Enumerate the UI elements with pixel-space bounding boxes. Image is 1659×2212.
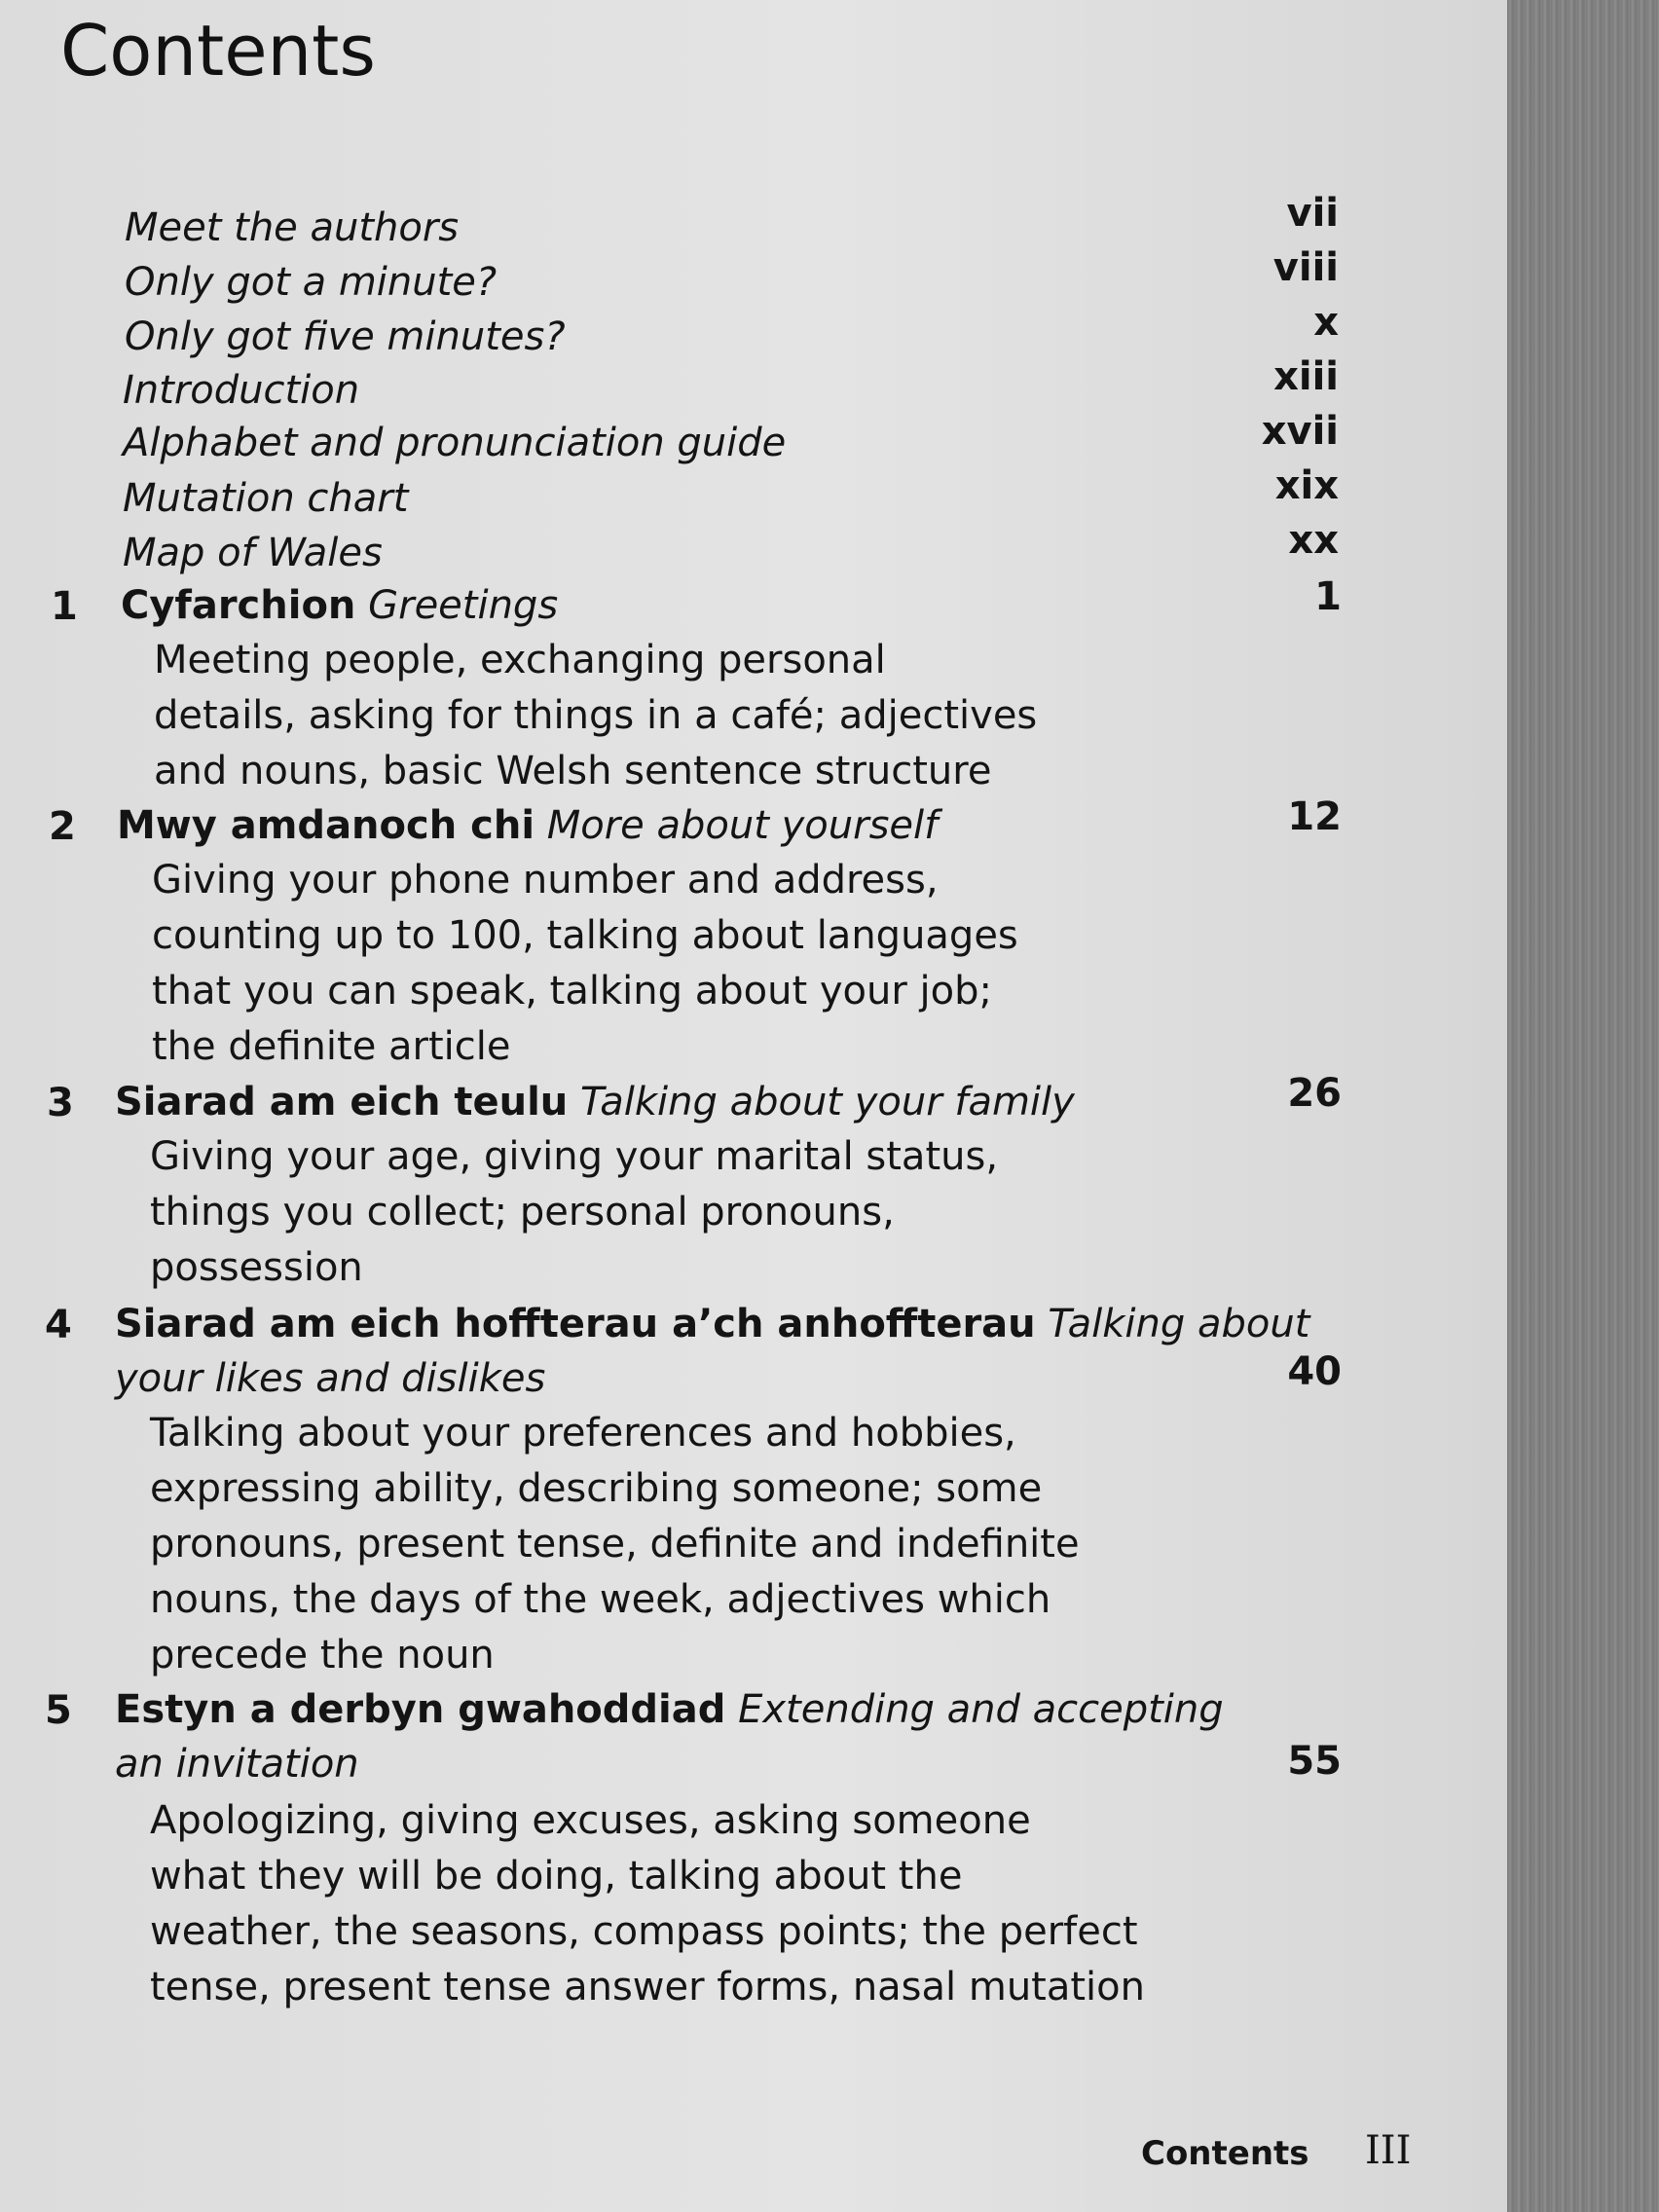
front-matter-page: viii [1272,245,1339,290]
chapter-number: 5 [45,1688,72,1733]
running-footer-label: Contents [1141,2134,1309,2173]
chapter-welsh-title: Mwy amdanoch chi [117,803,535,848]
chapter-heading [115,1682,1224,1737]
description-line: weather, the seasons, compass points; the perfect [150,1909,1138,1954]
chapter-english-title-continued: an invitation [115,1742,359,1787]
description-line: nouns, the days of the week, adjectives which [150,1577,1051,1622]
chapter-page: 55 [1287,1739,1342,1784]
chapter-english-title: Greetings [368,583,559,628]
description-line: Meeting people, exchanging personal [154,638,886,682]
chapter-heading [115,1297,1309,1351]
page-title: Contents [60,10,376,92]
chapter-description [154,633,1037,799]
chapter-description [150,1793,1145,2015]
page-number: III [1365,2128,1412,2173]
front-matter-page: xx [1288,518,1339,563]
front-matter-label: Map of Wales [123,531,383,575]
chapter-description [150,1406,1080,1683]
chapter-welsh-title: Siarad am eich teulu [115,1080,569,1124]
description-line: pronouns, present tense, definite and indefinite [150,1522,1080,1567]
chapter-heading [115,1075,1075,1129]
description-line: what they will be doing, talking about the [150,1854,963,1899]
front-matter-page: xvii [1261,409,1339,454]
description-line: counting up to 100, talking about languages [152,913,1018,958]
page-edge-stack [1507,0,1659,2212]
description-line: details, asking for things in a café; adjectives [154,693,1038,738]
front-matter-label: Only got five minutes? [125,314,566,359]
description-line: Talking about your preferences and hobbies, [150,1411,1016,1456]
description-line: Apologizing, giving excuses, asking someone [150,1798,1031,1843]
description-line: the definite article [152,1024,511,1069]
front-matter-page: xix [1274,463,1339,508]
chapter-english-title: Talking about [1048,1302,1310,1346]
chapter-description [152,853,1018,1075]
description-line: tense, present tense answer forms, nasal mutation [150,1965,1145,2009]
front-matter-page: x [1313,300,1339,345]
front-matter-page: vii [1286,191,1339,236]
chapter-english-title: More about yourself [546,803,939,848]
chapter-welsh-title: Siarad am eich hoffterau a’ch anhoffterau [115,1302,1036,1346]
chapter-page: 26 [1287,1071,1342,1116]
description-line: possession [150,1245,363,1290]
chapter-heading [121,578,558,633]
chapter-english-title-continued: your likes and dislikes [115,1356,546,1401]
chapter-number: 1 [51,584,78,629]
chapter-number: 2 [49,804,76,849]
chapter-description [150,1129,998,1296]
description-line: things you collect; personal pronouns, [150,1190,895,1235]
description-line: Giving your phone number and address, [152,858,939,903]
chapter-english-title: Extending and accepting [738,1687,1224,1732]
chapter-page: 40 [1287,1349,1342,1394]
front-matter-label: Mutation chart [123,476,409,521]
description-line: that you can speak, talking about your job; [152,969,992,1014]
chapter-welsh-title: Estyn a derbyn gwahoddiad [115,1687,726,1732]
description-line: precede the noun [150,1633,495,1677]
front-matter-label: Meet the authors [125,205,460,250]
description-line: and nouns, basic Welsh sentence structure [154,749,992,793]
front-matter-label: Introduction [123,368,360,413]
chapter-number: 4 [45,1303,72,1347]
chapter-heading [117,798,938,853]
description-line: Giving your age, giving your marital status, [150,1134,999,1179]
description-line: expressing ability, describing someone; some [150,1466,1043,1511]
chapter-welsh-title: Cyfarchion [121,583,356,628]
chapter-english-title: Talking about your family [579,1080,1075,1124]
chapter-page: 1 [1314,574,1342,619]
chapter-page: 12 [1287,794,1342,839]
front-matter-label: Only got a minute? [125,260,498,305]
chapter-number: 3 [47,1081,74,1125]
front-matter-label: Alphabet and pronunciation guide [123,421,787,465]
front-matter-page: xiii [1273,354,1339,399]
